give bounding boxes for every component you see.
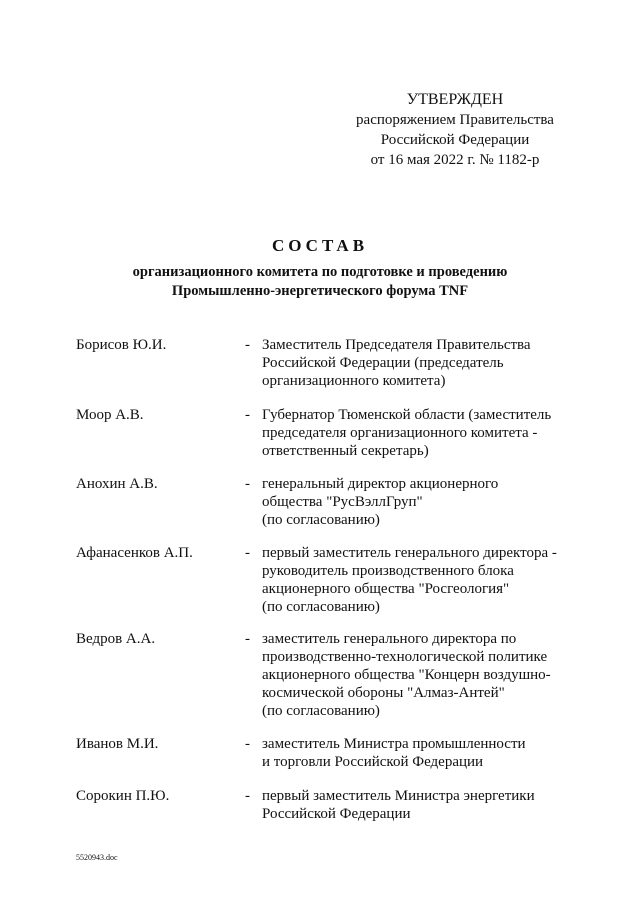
- member-dash: -: [245, 337, 250, 353]
- role-line: космической обороны "Алмаз-Антей": [262, 685, 505, 701]
- member-dash: -: [245, 736, 250, 752]
- role-line: (по согласованию): [262, 512, 380, 528]
- member-role: [262, 544, 572, 616]
- role-line: Губернатор Тюменской области (заместитель: [262, 407, 552, 423]
- member-dash: -: [245, 545, 250, 561]
- member-dash: -: [245, 476, 250, 492]
- document-file-code: 5520943.doc: [76, 853, 118, 862]
- member-dash: -: [245, 407, 250, 423]
- member-role: [262, 336, 572, 390]
- approval-line: распоряжением Правительства: [356, 112, 554, 128]
- role-line: (по согласованию): [262, 599, 380, 615]
- role-line: ответственный секретарь): [262, 443, 429, 459]
- role-line: заместитель генерального директора по: [262, 631, 517, 647]
- subtitle-line: Промышленно-энергетического форума TNF: [171, 283, 469, 299]
- document-subtitle: [0, 263, 640, 301]
- role-line: генеральный директор акционерного: [262, 476, 499, 492]
- role-line: организационного комитета): [262, 373, 446, 389]
- subtitle-line: организационного комитета по подготовке и проведению: [132, 264, 508, 280]
- role-line: общества "РусВэллГруп": [262, 494, 423, 510]
- role-line: заместитель Министра промышленности: [262, 736, 526, 752]
- approval-block: [340, 90, 570, 170]
- role-line: первый заместитель Министра энергетики: [262, 788, 535, 804]
- approval-line: от 16 мая 2022 г. № 1182-р: [370, 152, 540, 168]
- member-role: [262, 787, 572, 823]
- role-line: Российской Федерации (председатель: [262, 355, 504, 371]
- member-name: Сорокин П.Ю.: [76, 788, 170, 804]
- member-role: [262, 735, 572, 771]
- role-line: производственно-технологической политике: [262, 649, 548, 665]
- role-line: Заместитель Председателя Правительства: [262, 337, 531, 353]
- member-dash: -: [245, 788, 250, 804]
- approval-line: Российской Федерации: [380, 132, 530, 148]
- role-line: акционерного общества "Росгеология": [262, 581, 510, 597]
- member-name: Ведров А.А.: [76, 631, 156, 647]
- member-role: [262, 630, 572, 720]
- role-line: председателя организационного комитета -: [262, 425, 538, 441]
- member-name: Анохин А.В.: [76, 476, 158, 492]
- role-line: руководитель производственного блока: [262, 563, 514, 579]
- document-title: СОСТАВ: [271, 236, 369, 255]
- member-name: Борисов Ю.И.: [76, 337, 167, 353]
- member-name: Моор А.В.: [76, 407, 144, 423]
- approval-stamp: УТВЕРЖДЕН: [406, 91, 504, 108]
- member-name: Афанасенков А.П.: [76, 545, 193, 561]
- role-line: Российской Федерации: [262, 806, 411, 822]
- role-line: (по согласованию): [262, 703, 380, 719]
- member-dash: -: [245, 631, 250, 647]
- member-role: [262, 475, 572, 529]
- member-name: Иванов М.И.: [76, 736, 159, 752]
- role-line: акционерного общества "Концерн воздушно-: [262, 667, 551, 683]
- role-line: и торговли Российской Федерации: [262, 754, 484, 770]
- role-line: первый заместитель генерального директора -: [262, 545, 557, 561]
- member-role: [262, 406, 572, 460]
